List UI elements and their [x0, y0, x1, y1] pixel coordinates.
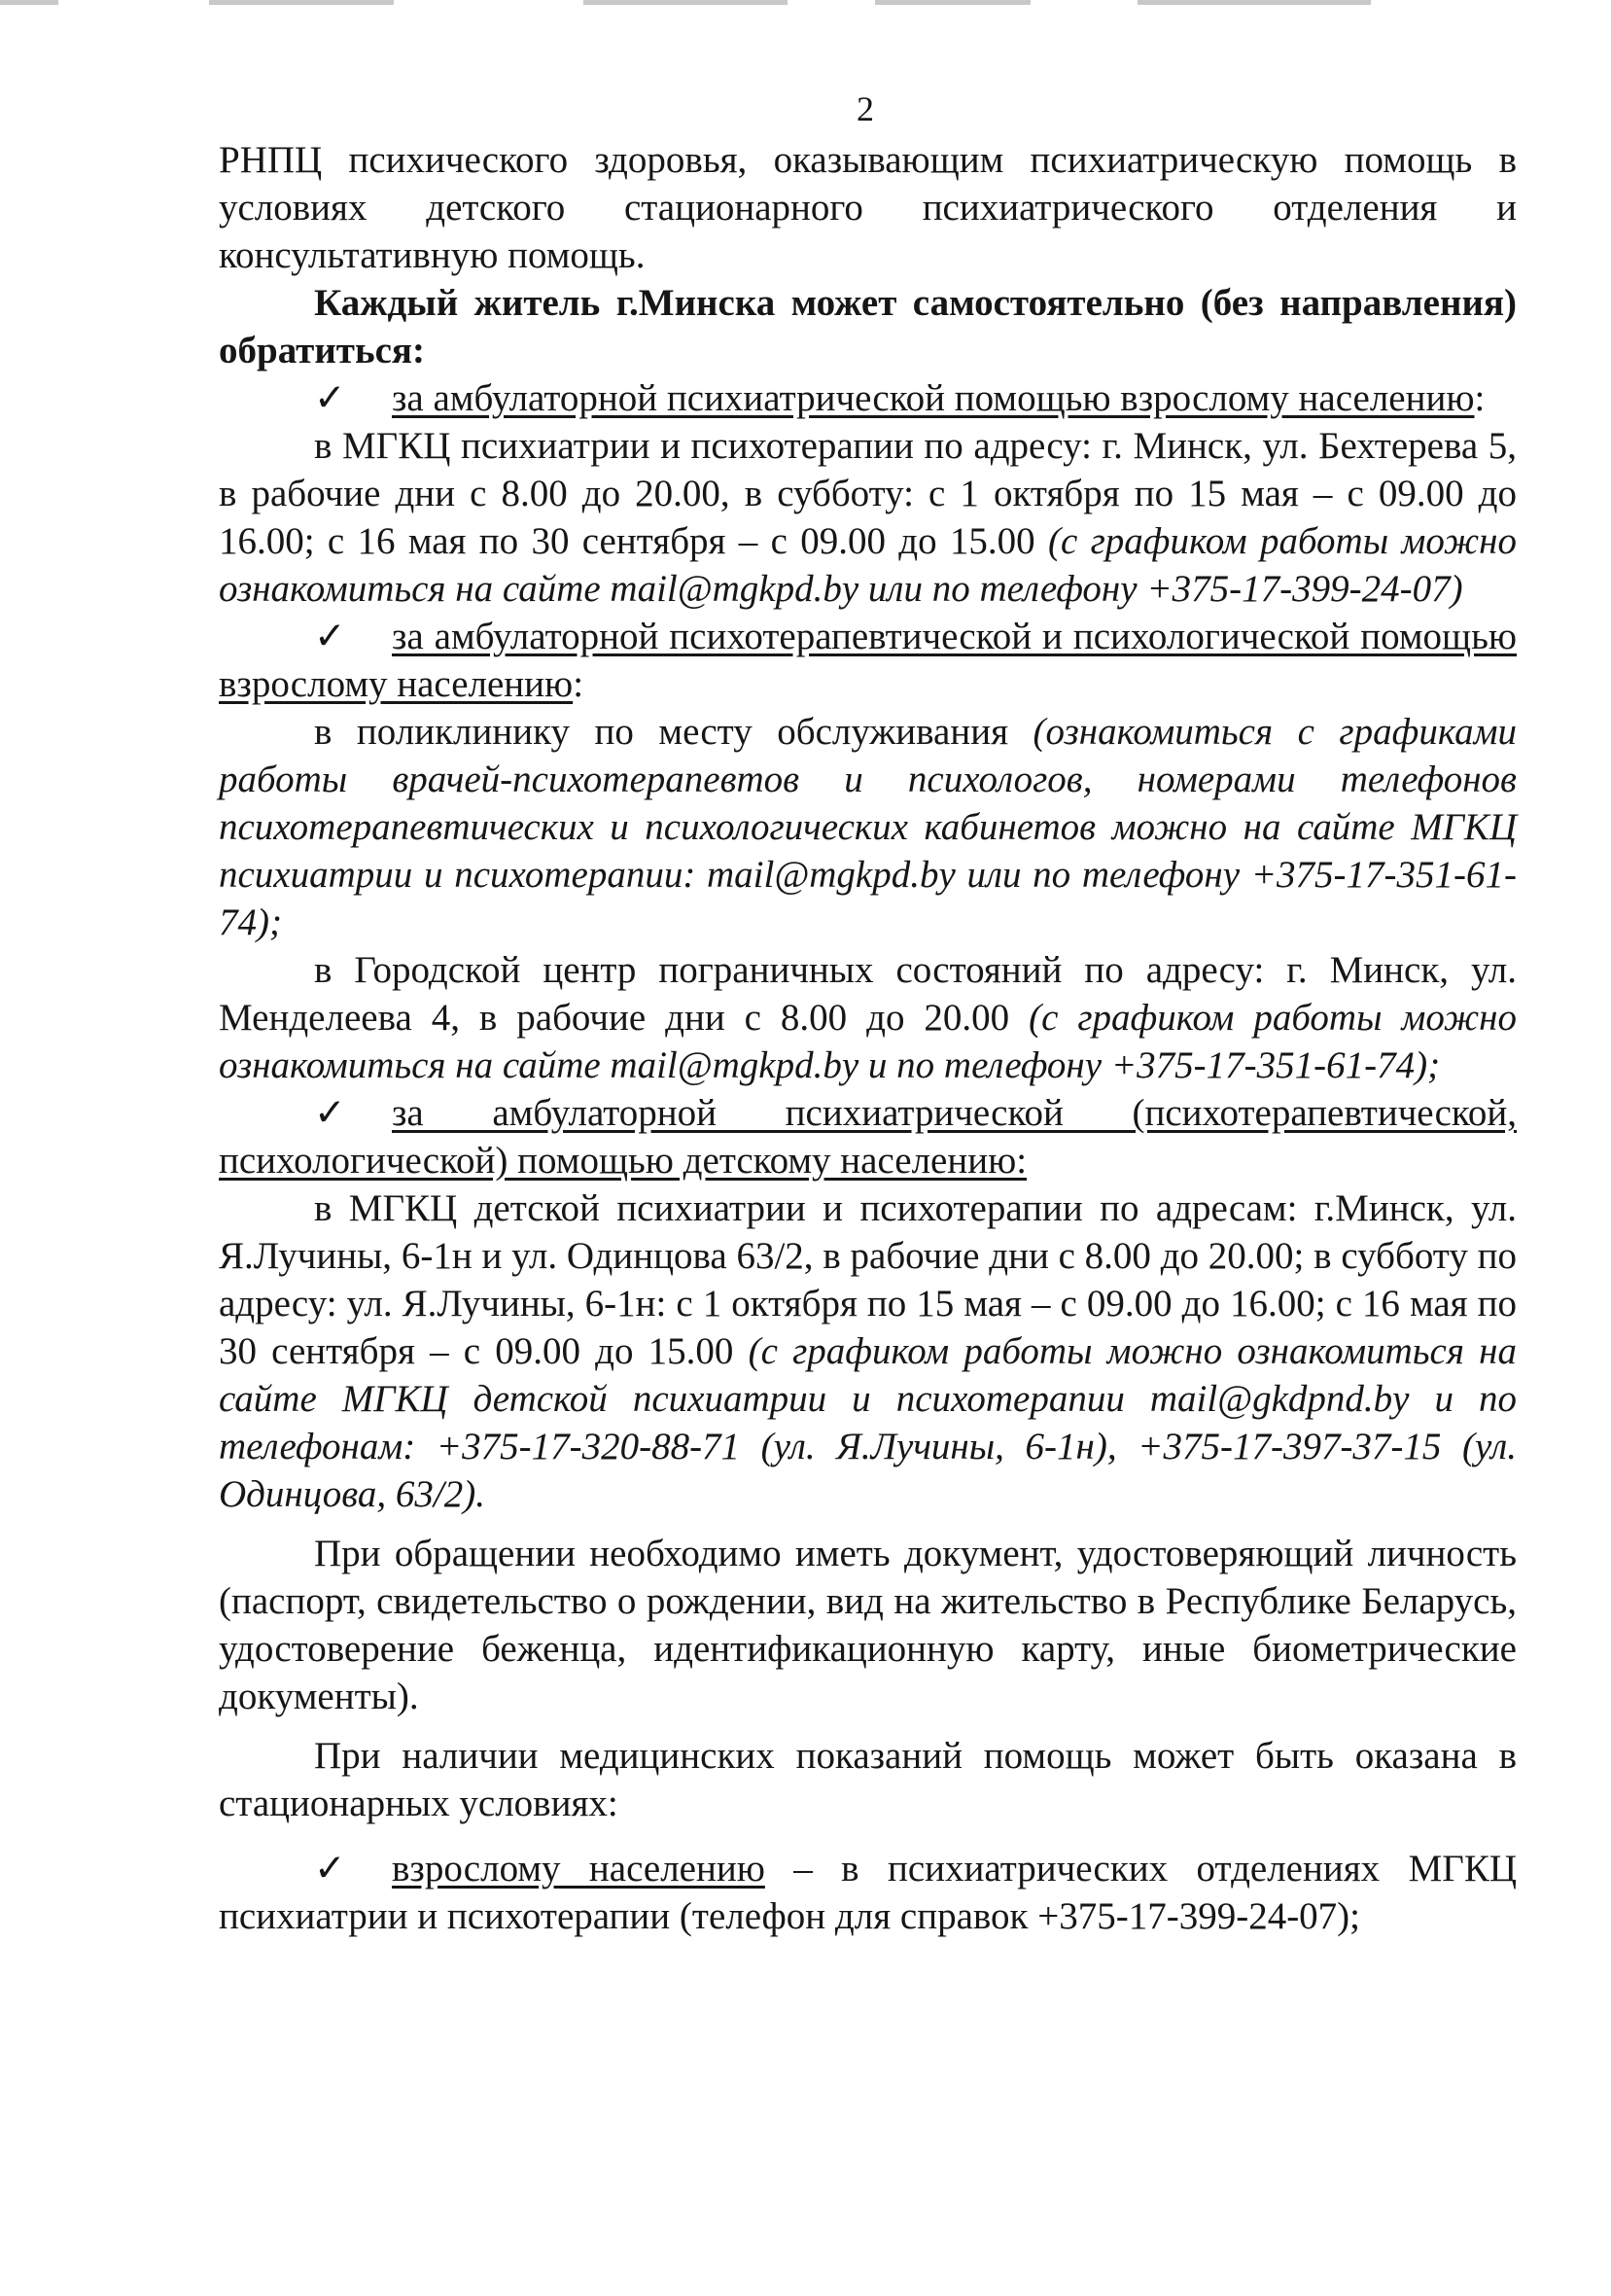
list-item-adult-psychiatric: ✓ за амбулаторной психиатрической помощью взрослому населению:: [219, 374, 1517, 422]
checkmark-icon: ✓: [314, 616, 346, 657]
item-title: за амбулаторной психиатрической помощью взрослому населению: [392, 377, 1475, 419]
item-title: за амбулаторной психиатрической (психотерапевтической, психологической) помощью детскому населению:: [219, 1092, 1517, 1182]
item-title: взрослому населению: [392, 1848, 765, 1890]
document-body: [219, 136, 1517, 1940]
contact-note: (с графиком работы можно ознакомиться на сайте mail@mgkpd.by и по телефону +375-17-351-61-74);: [219, 997, 1517, 1086]
checkmark-icon: ✓: [314, 1092, 346, 1134]
inpatient-paragraph: При наличии медицинских показаний помощь может быть оказана в стационарных условиях:: [219, 1735, 1517, 1824]
item-body: в Городской центр пограничных состояний по адресу: г. Минск, ул. Менделеева 4, в рабочие дни с 8.00 до 20.00 (с графиком работы можно ознакомиться на сайте mail@mgkpd.by и по телефону +375-17-351-61-74);: [219, 949, 1517, 1086]
documents-paragraph: При обращении необходимо иметь документ, удостоверяющий личность (паспорт, свидетельство о рождении, вид на жительство в Республике Беларусь, удостоверение беженца, идентификационную карту, иные биометрические документы).: [219, 1533, 1517, 1717]
item-body: в МГКЦ детской психиатрии и психотерапии по адресам: г.Минск, ул. Я.Лучины, 6-1н и ул. Одинцова 63/2, в рабочие дни с 8.00 до 20.00; в субботу по адресу: ул. Я.Лучины, 6-1н: с 1 октября по 15 мая – с 09.00 до 16.00; с 16 мая по 30 сентября – с 09.00 до 15.00 (с графиком работы можно ознакомиться на сайте МГКЦ детской психиатрии и психотерапии mail@gkdpnd.by и по телефонам: +375-17-320-88-71 (ул. Я.Лучины, 6-1н), +375-17-397-37-15 (ул. Одинцова, 63/2).: [219, 1187, 1517, 1515]
scan-edge-artifact: [0, 0, 1611, 10]
list-item-adult-inpatient: ✓ взрослому населению – в психиатрических отделениях МГКЦ психиатрии и психотерапии (телефон для справок +375-17-399-24-07);: [219, 1845, 1517, 1940]
page-number: 2: [857, 89, 874, 128]
item-body: в поликлинику по месту обслуживания (ознакомиться с графиками работы врачей-психотерапевтов и психологов, номерами телефонов психотерапевтических и психологических кабинетов можно на сайте МГКЦ психиатрии и психотерапии: mail@mgkpd.by или по телефону +375-17-351-61-74);: [219, 711, 1517, 943]
section-heading: Каждый житель г.Минска может самостоятельно (без направления) обратиться:: [219, 282, 1517, 371]
intro-paragraph: РНПЦ психического здоровья, оказывающим психиатрическую помощь в условиях детского стационарного психиатрического отделения и консультативную помощь.: [219, 139, 1517, 276]
checkmark-icon: ✓: [314, 1848, 346, 1890]
list-item-children: [219, 1089, 1517, 1184]
contact-note: (с графиком работы можно ознакомиться на сайте МГКЦ детской психиатрии и психотерапии mail@gkdpnd.by и по телефонам: +375-17-320-88-71 (ул. Я.Лучины, 6-1н), +375-17-397-37-15 (ул. Одинцова, 63/2).: [219, 1330, 1517, 1515]
item-title: за амбулаторной психотерапевтической и психологической помощью взрослому населению: [219, 616, 1517, 705]
checkmark-icon: ✓: [314, 377, 346, 419]
contact-note: (с графиком работы можно ознакомиться на сайте mail@mgkpd.by или по телефону +375-17-399-24-07): [219, 520, 1517, 610]
contact-note: (ознакомиться с графиками работы врачей-психотерапевтов и психологов, номерами телефонов психотерапевтических и психологических кабинетов можно на сайте МГКЦ психиатрии и психотерапии: mail@mgkpd.by или по телефону +375-17-351-61-74);: [219, 711, 1517, 943]
list-item-adult-psychotherapy: ✓ за амбулаторной психотерапевтической и психологической помощью взрослому населению:: [219, 613, 1517, 708]
item-body: в МГКЦ психиатрии и психотерапии по адресу: г. Минск, ул. Бехтерева 5, в рабочие дни с 8.00 до 20.00, в субботу: с 1 октября по 15 мая – с 09.00 до 16.00; с 16 мая по 30 сентября – с 09.00 до 15.00 (с графиком работы можно ознакомиться на сайте mail@mgkpd.by или по телефону +375-17-399-24-07): [219, 425, 1517, 610]
